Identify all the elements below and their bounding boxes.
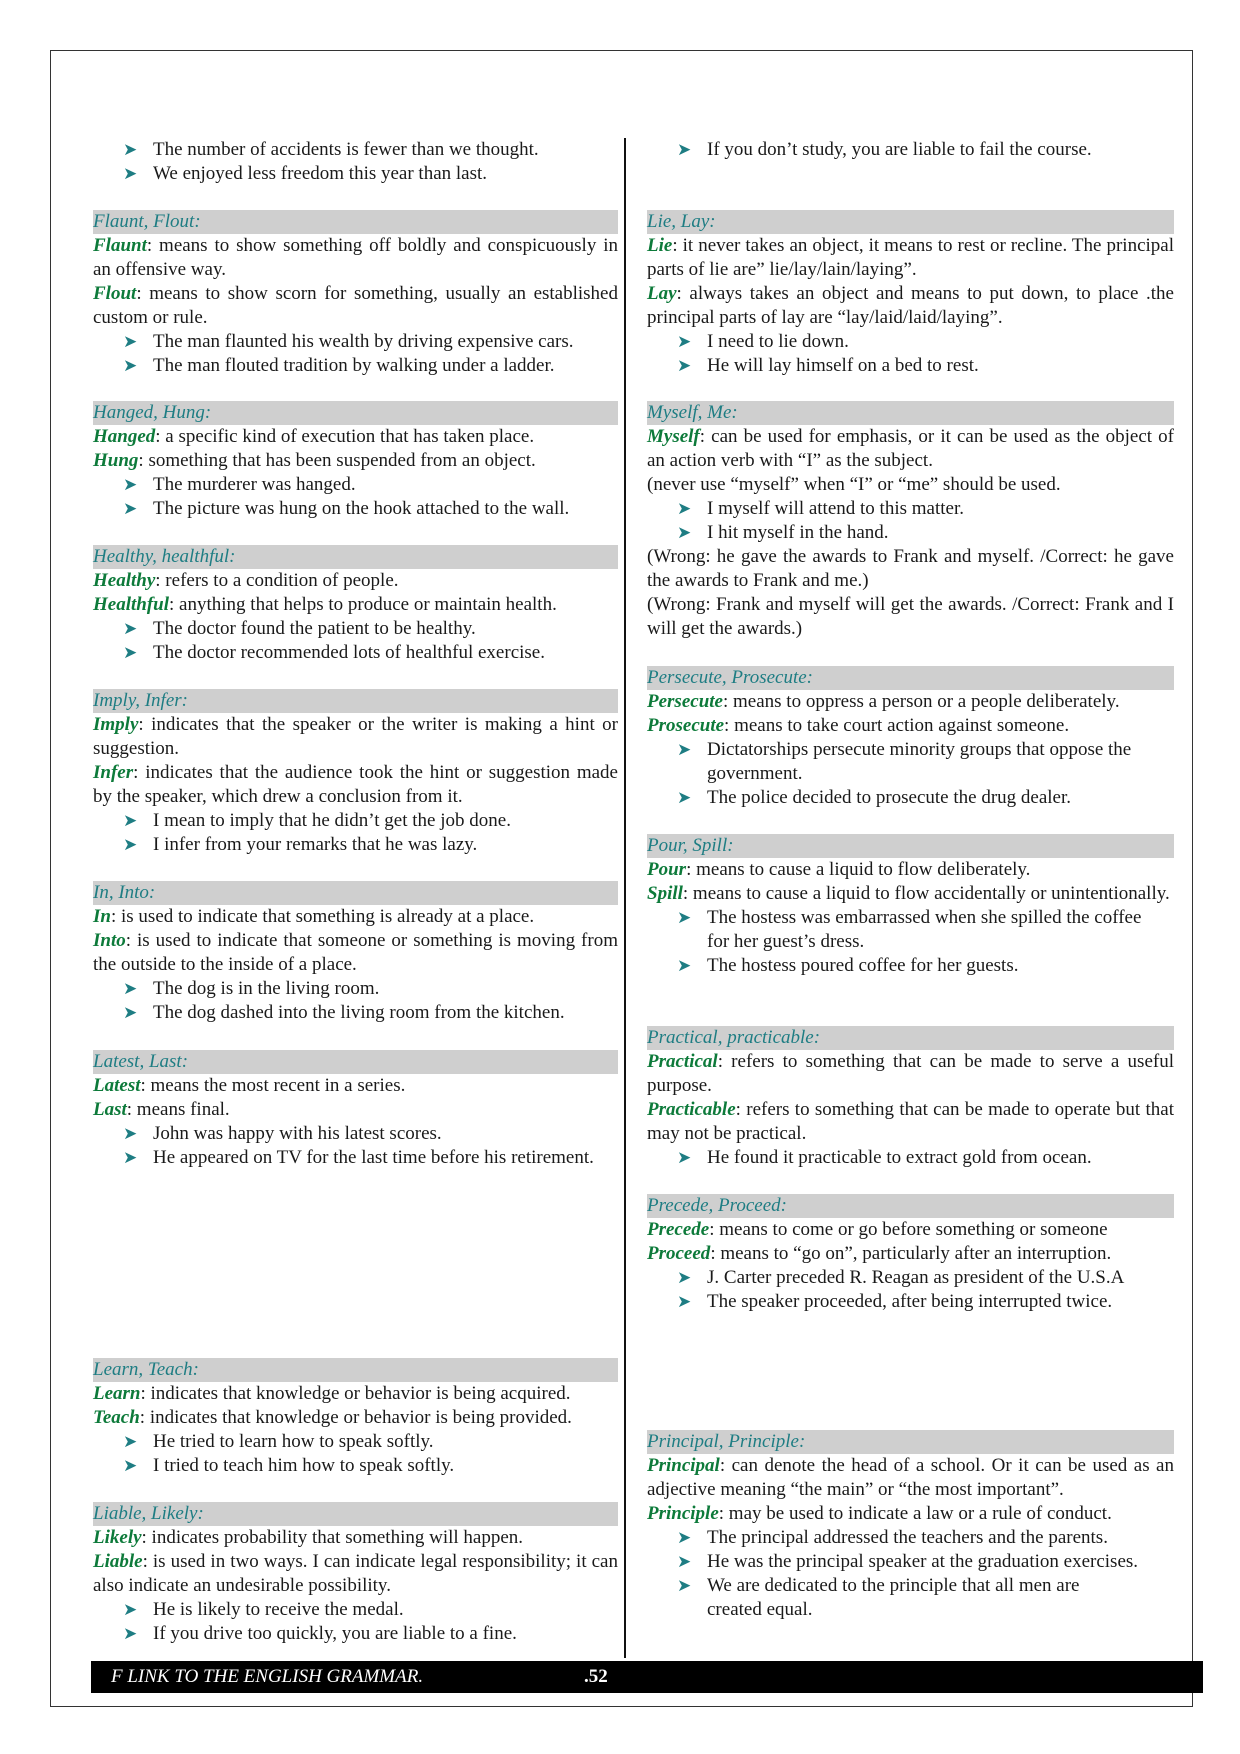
term: In — [93, 906, 111, 927]
example-text: I tried to teach him how to speak softly. — [153, 1455, 455, 1476]
term: Principal — [647, 1455, 720, 1476]
example-item — [647, 738, 1174, 786]
section-header: In, Into: — [93, 881, 618, 905]
definition-text: : means to cause a liquid to flow accidentally or unintentionally. — [682, 883, 1170, 904]
arrow-bullet-icon: ➤ — [677, 332, 692, 351]
entry-lie-lay — [647, 210, 1174, 378]
definition-text: : can be used for emphasis, or it can be used as the object of an action verb with “I” as the subject. — [647, 426, 1174, 471]
term: Imply — [93, 714, 139, 735]
arrow-bullet-icon: ➤ — [677, 1268, 692, 1287]
section-header: Liable, Likely: — [93, 1502, 618, 1526]
term: Infer — [93, 762, 134, 783]
arrow-bullet-icon: ➤ — [677, 908, 692, 927]
note: (never use “myself” when “I” or “me” should be used. — [647, 474, 1061, 495]
definition-text: : can denote the head of a school. Or it can be used as an adjective meaning “the main” or “the most important”. — [647, 1455, 1174, 1500]
definition-text: : is used to indicate that someone or something is moving from the outside to the inside of a place. — [93, 930, 618, 975]
example-text: The number of accidents is fewer than we thought. — [153, 139, 539, 160]
example-item — [647, 1290, 1174, 1314]
definition-text: : is used in two ways. I can indicate legal responsibility; it can also indicate an undesirable possibility. — [93, 1551, 618, 1596]
definition-text: : means final. — [126, 1099, 230, 1120]
definition — [647, 1050, 1174, 1098]
example-text: I infer from your remarks that he was lazy. — [153, 834, 478, 855]
definition-text: : refers to something that can be made to operate but that may not be practical. — [647, 1099, 1174, 1144]
example-text: He appeared on TV for the last time before his retirement. — [153, 1147, 594, 1168]
example-text: The doctor found the patient to be healthy. — [153, 618, 476, 639]
term: Practical — [647, 1051, 718, 1072]
definition — [93, 449, 618, 473]
example-text: Dictatorships persecute minority groups that oppose the government. — [707, 739, 1132, 784]
example-text: If you don’t study, you are liable to fail the course. — [707, 139, 1092, 160]
definition-text: : means to oppress a person or a people deliberately. — [722, 691, 1120, 712]
term: Liable — [93, 1551, 143, 1572]
entry-pour-spill — [647, 834, 1174, 978]
arrow-bullet-icon: ➤ — [123, 332, 138, 351]
example-item — [647, 1526, 1174, 1550]
example-item — [93, 1454, 618, 1478]
entry-principal-principle — [647, 1430, 1174, 1622]
term: Into — [93, 930, 126, 951]
example-text: He tried to learn how to speak softly. — [153, 1431, 434, 1452]
term: Hanged — [93, 426, 156, 447]
term: Last — [93, 1099, 127, 1120]
term: Flaunt — [93, 235, 147, 256]
example-item — [647, 330, 1174, 354]
definition-text: : a specific kind of execution that has taken place. — [155, 426, 535, 447]
definition — [93, 569, 618, 593]
definition — [93, 713, 618, 761]
definition-text: : indicates that the audience took the hint or suggestion made by the speaker, which drew a conclusion from it. — [93, 762, 618, 807]
term: Pour — [647, 859, 687, 880]
example-text: We are dedicated to the principle that all men are created equal. — [707, 1575, 1080, 1620]
example-item — [93, 1001, 618, 1025]
term: Myself — [647, 426, 700, 447]
arrow-bullet-icon: ➤ — [123, 1600, 138, 1619]
arrow-bullet-icon: ➤ — [123, 835, 138, 854]
example-text: The hostess poured coffee for her guests. — [707, 955, 1019, 976]
example-item — [93, 641, 618, 665]
intro-examples-right — [647, 138, 1174, 162]
entry-imply-infer — [93, 689, 618, 857]
definition — [647, 1454, 1174, 1502]
section-header: Imply, Infer: — [93, 689, 618, 713]
entry-liable-likely — [93, 1502, 618, 1646]
definition-text: : refers to a condition of people. — [155, 570, 399, 591]
section-header: Flaunt, Flout: — [93, 210, 618, 234]
entry-hanged-hung — [93, 401, 618, 521]
entry-precede-proceed — [647, 1194, 1174, 1314]
definition-text: : means to “go on”, particularly after an interruption. — [710, 1243, 1112, 1264]
definition-text: : indicates probability that something will happen. — [141, 1527, 524, 1548]
term: Prosecute — [647, 715, 725, 736]
section-header: Persecute, Prosecute: — [647, 666, 1174, 690]
section-header: Latest, Last: — [93, 1050, 618, 1074]
definition — [93, 1550, 618, 1598]
example-item — [647, 786, 1174, 810]
entry-healthy-healthful — [93, 545, 618, 665]
definition — [93, 1074, 618, 1098]
term: Spill — [647, 883, 683, 904]
arrow-bullet-icon: ➤ — [123, 979, 138, 998]
section-header: Learn, Teach: — [93, 1358, 618, 1382]
section-header: Lie, Lay: — [647, 210, 1174, 234]
definition — [93, 761, 618, 809]
example-text: J. Carter preceded R. Reagan as president of the U.S.A — [707, 1267, 1125, 1288]
intro-examples-left — [93, 138, 618, 186]
entry-flaunt-flout — [93, 210, 618, 378]
arrow-bullet-icon: ➤ — [123, 811, 138, 830]
arrow-bullet-icon: ➤ — [123, 1124, 138, 1143]
example-text: I need to lie down. — [707, 331, 849, 352]
term: Flout — [93, 283, 137, 304]
example-item — [93, 1622, 618, 1646]
entry-in-into — [93, 881, 618, 1025]
example-text: The doctor recommended lots of healthful exercise. — [153, 642, 545, 663]
arrow-bullet-icon: ➤ — [123, 1148, 138, 1167]
definition — [647, 282, 1174, 330]
definition — [647, 882, 1174, 906]
example-text: He found it practicable to extract gold from ocean. — [707, 1147, 1092, 1168]
definition-text: : something that has been suspended from an object. — [138, 450, 536, 471]
section-header: Practical, practicable: — [647, 1026, 1174, 1050]
example-item — [647, 954, 1174, 978]
term: Persecute — [647, 691, 723, 712]
example-text: John was happy with his latest scores. — [153, 1123, 442, 1144]
example-item — [93, 138, 618, 162]
example-item — [93, 617, 618, 641]
arrow-bullet-icon: ➤ — [123, 1003, 138, 1022]
entry-practical-practicable — [647, 1026, 1174, 1170]
example-text: The murderer was hanged. — [153, 474, 356, 495]
arrow-bullet-icon: ➤ — [123, 1432, 138, 1451]
example-item — [647, 497, 1174, 521]
arrow-bullet-icon: ➤ — [677, 1576, 692, 1595]
example-text: The principal addressed the teachers and the parents. — [707, 1527, 1108, 1548]
entry-learn-teach — [93, 1358, 618, 1478]
definition — [647, 1098, 1174, 1146]
example-item — [93, 833, 618, 857]
definition-text: : means to take court action against someone. — [724, 715, 1070, 736]
example-text: I hit myself in the hand. — [707, 522, 889, 543]
term: Teach — [93, 1407, 140, 1428]
definition — [93, 282, 618, 330]
definition — [647, 1242, 1174, 1266]
example-item — [647, 521, 1174, 545]
definition-text: : indicates that the speaker or the writer is making a hint or suggestion. — [93, 714, 618, 759]
definition — [93, 929, 618, 977]
arrow-bullet-icon: ➤ — [123, 619, 138, 638]
example-item — [93, 473, 618, 497]
example-item — [93, 977, 618, 1001]
definition — [647, 858, 1174, 882]
section-header: Pour, Spill: — [647, 834, 1174, 858]
definition — [93, 1406, 618, 1430]
example-text: We enjoyed less freedom this year than last. — [153, 163, 488, 184]
example-text: He was the principal speaker at the graduation exercises. — [707, 1551, 1139, 1572]
definition — [647, 1218, 1174, 1242]
definition — [647, 714, 1174, 738]
definition-text: : refers to something that can be made to serve a useful purpose. — [647, 1051, 1174, 1096]
definition — [93, 425, 618, 449]
arrow-bullet-icon: ➤ — [123, 356, 138, 375]
entry-persecute-prosecute — [647, 666, 1174, 810]
definition-text: : means the most recent in a series. — [140, 1075, 406, 1096]
example-text: The dog dashed into the living room from the kitchen. — [153, 1002, 565, 1023]
definition-text: : it never takes an object, it means to rest or recline. The principal parts of lie are” lie/lay/lain/laying”. — [647, 235, 1174, 280]
definition-text: : is used to indicate that something is already at a place. — [110, 906, 535, 927]
arrow-bullet-icon: ➤ — [123, 643, 138, 662]
example-item — [647, 1574, 1174, 1622]
example-text: If you drive too quickly, you are liable to a fine. — [153, 1623, 517, 1644]
arrow-bullet-icon: ➤ — [123, 499, 138, 518]
example-text: The hostess was embarrassed when she spilled the coffee for her guest’s dress. — [707, 907, 1142, 952]
section-header: Principal, Principle: — [647, 1430, 1174, 1454]
section-header: Myself, Me: — [647, 401, 1174, 425]
page-number: .52 — [584, 1666, 608, 1687]
definition — [93, 905, 618, 929]
term: Healthful — [93, 594, 170, 615]
example-text: He will lay himself on a bed to rest. — [707, 355, 979, 376]
arrow-bullet-icon: ➤ — [677, 499, 692, 518]
example-item — [93, 1598, 618, 1622]
arrow-bullet-icon: ➤ — [123, 1624, 138, 1643]
definition — [647, 690, 1174, 714]
arrow-bullet-icon: ➤ — [677, 140, 692, 159]
example-text: I mean to imply that he didn’t get the job done. — [153, 810, 511, 831]
example-text: The speaker proceeded, after being interrupted twice. — [707, 1291, 1113, 1312]
arrow-bullet-icon: ➤ — [677, 740, 692, 759]
definition-text: : means to cause a liquid to flow deliberately. — [686, 859, 1031, 880]
term: Learn — [93, 1383, 141, 1404]
example-text: The dog is in the living room. — [153, 978, 380, 999]
section-header: Healthy, healthful: — [93, 545, 618, 569]
definition-text: : indicates that knowledge or behavior is being provided. — [139, 1407, 572, 1428]
definition — [647, 425, 1174, 473]
term: Healthy — [93, 570, 156, 591]
example-item — [647, 138, 1174, 162]
example-text: I myself will attend to this matter. — [707, 498, 964, 519]
definition-text: : means to show something off boldly and conspicuously in an offensive way. — [93, 235, 618, 280]
term: Hung — [93, 450, 139, 471]
arrow-bullet-icon: ➤ — [677, 1148, 692, 1167]
example-item — [647, 1266, 1174, 1290]
arrow-bullet-icon: ➤ — [123, 475, 138, 494]
term: Precede — [647, 1219, 710, 1240]
example-item — [93, 1146, 618, 1170]
example-item — [93, 497, 618, 521]
term: Proceed — [647, 1243, 711, 1264]
example-text: The man flouted tradition by walking under a ladder. — [153, 355, 555, 376]
example-item — [647, 1146, 1174, 1170]
example-item — [93, 1122, 618, 1146]
definition — [647, 1502, 1174, 1526]
arrow-bullet-icon: ➤ — [677, 788, 692, 807]
definition-text: : means to show scorn for something, usually an established custom or rule. — [93, 283, 618, 328]
term: Lay — [647, 283, 677, 304]
arrow-bullet-icon: ➤ — [677, 956, 692, 975]
example-text: The man flaunted his wealth by driving expensive cars. — [153, 331, 574, 352]
section-header: Hanged, Hung: — [93, 401, 618, 425]
term: Practicable — [647, 1099, 736, 1120]
section-header: Precede, Proceed: — [647, 1194, 1174, 1218]
example-item — [647, 354, 1174, 378]
definition — [93, 1526, 618, 1550]
column-divider — [624, 138, 626, 1658]
term: Latest — [93, 1075, 141, 1096]
arrow-bullet-icon: ➤ — [123, 1456, 138, 1475]
definition — [93, 1382, 618, 1406]
arrow-bullet-icon: ➤ — [677, 356, 692, 375]
example-text: He is likely to receive the medal. — [153, 1599, 404, 1620]
example-item — [93, 330, 618, 354]
arrow-bullet-icon: ➤ — [677, 1292, 692, 1311]
example-text: The police decided to prosecute the drug dealer. — [707, 787, 1072, 808]
example-text: The picture was hung on the hook attached to the wall. — [153, 498, 570, 519]
definition — [647, 234, 1174, 282]
note: (Wrong: Frank and myself will get the awards. /Correct: Frank and I will get the awards.) — [647, 594, 1174, 639]
example-item — [93, 354, 618, 378]
term: Principle — [647, 1503, 719, 1524]
page-footer — [91, 1661, 1203, 1693]
definition-text: : means to come or go before something or someone — [709, 1219, 1108, 1240]
arrow-bullet-icon: ➤ — [123, 140, 138, 159]
arrow-bullet-icon: ➤ — [677, 523, 692, 542]
term: Lie — [647, 235, 673, 256]
arrow-bullet-icon: ➤ — [677, 1552, 692, 1571]
definition-text: : indicates that knowledge or behavior is being acquired. — [140, 1383, 571, 1404]
example-item — [93, 1430, 618, 1454]
definition-text: : anything that helps to produce or maintain health. — [169, 594, 557, 615]
footer-title: F LINK TO THE ENGLISH GRAMMAR. — [111, 1666, 424, 1687]
example-item — [647, 1550, 1174, 1574]
definition-text: : always takes an object and means to put down, to place .the principal parts of lay are “lay/laid/laid/laying”. — [647, 283, 1174, 328]
example-item — [647, 906, 1174, 954]
definition — [93, 234, 618, 282]
arrow-bullet-icon: ➤ — [677, 1528, 692, 1547]
definition — [93, 1098, 618, 1122]
definition-text: : may be used to indicate a law or a rule of conduct. — [718, 1503, 1112, 1524]
example-item — [93, 809, 618, 833]
arrow-bullet-icon: ➤ — [123, 164, 138, 183]
entry-latest-last — [93, 1050, 618, 1170]
note: (Wrong: he gave the awards to Frank and myself. /Correct: he gave the awards to Frank and me.) — [647, 546, 1174, 591]
definition — [93, 593, 618, 617]
entry-myself-me — [647, 401, 1174, 641]
example-item — [93, 162, 618, 186]
term: Likely — [93, 1527, 142, 1548]
